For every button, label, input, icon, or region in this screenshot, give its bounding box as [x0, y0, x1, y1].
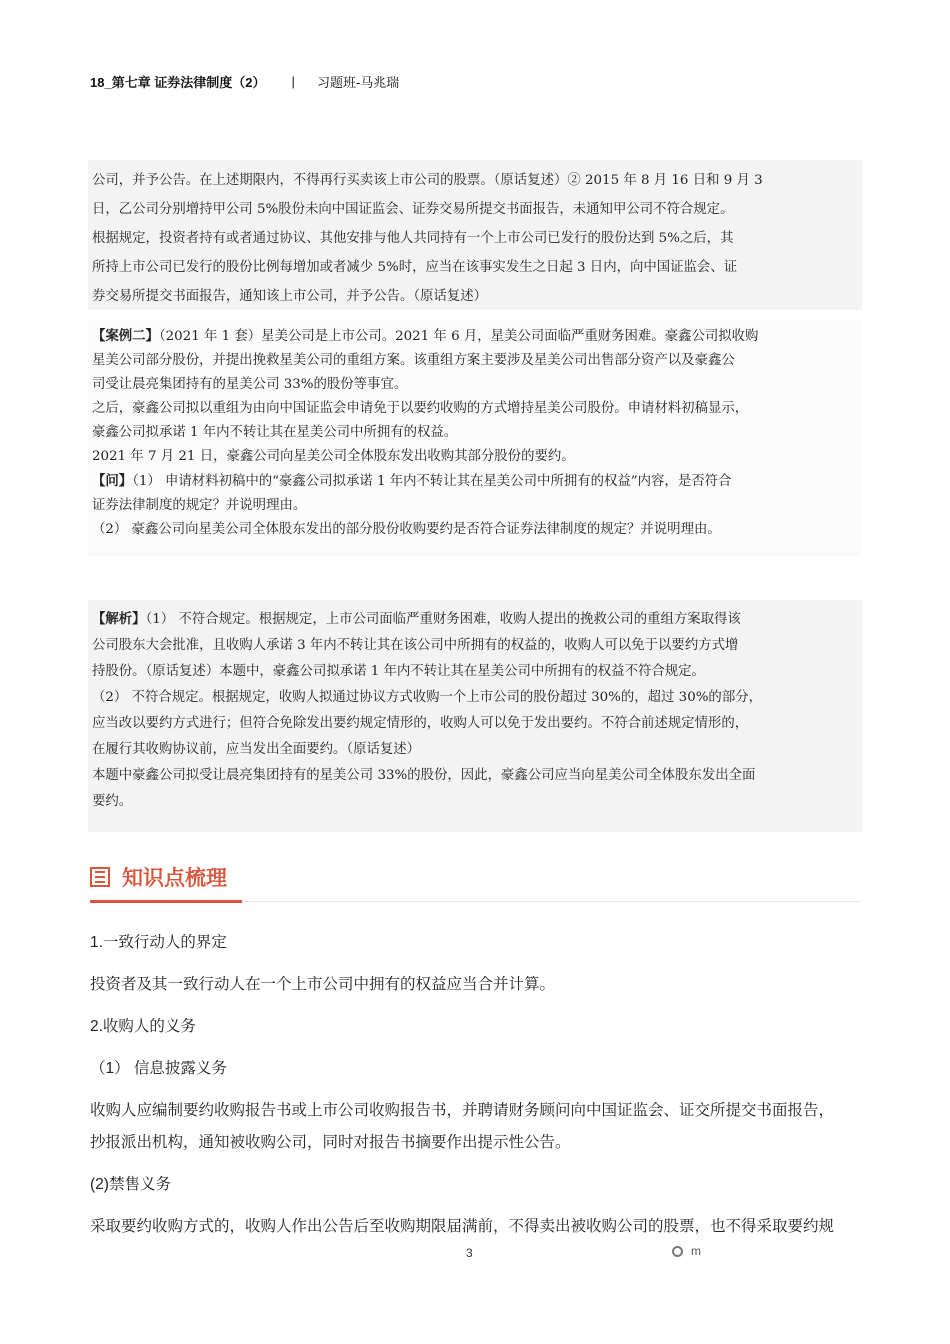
analysis-line: 持股份。（原话复述）本题中，豪鑫公司拟承诺 1 年内不转让其在星美公司中所拥有的权益不符合规定。: [92, 664, 705, 679]
case-line: 司受让晨亮集团持有的星美公司 33%的股份等事宜。: [92, 377, 408, 392]
question-line: （2） 豪鑫公司向星美公司全体股东发出的部分股份收购要约是否符合证券法律制度的规定？并说明理由。: [92, 522, 721, 537]
chapter-title: 18_第七章 证券法律制度（2）: [90, 75, 266, 90]
class-name: 习题班-马兆瑞: [316, 75, 400, 90]
analysis-line: 要约。: [92, 794, 133, 809]
case-line: 星美公司部分股份，并提出挽救星美公司的重组方案。该重组方案主要涉及星美公司出售部分资产以及豪鑫公: [92, 353, 735, 368]
body-paragraph: （1） 信息披露义务: [90, 1060, 227, 1077]
body-paragraph: 抄报派出机构，通知被收购公司，同时对报告书摘要作出提示性公告。: [90, 1134, 571, 1151]
question-line: 证券法律制度的规定？并说明理由。: [92, 498, 307, 513]
footer-logo: [672, 1244, 701, 1258]
text-line: 日，乙公司分别增持甲公司 5%股份未向中国证监会、证券交易所提交书面报告，未通知甲公司不符合规定。: [92, 202, 734, 217]
body-paragraph: 采取要约收购方式的，收购人作出公告后至收购期限届满前，不得卖出被收购公司的股票，也不得采取要约规: [90, 1218, 835, 1235]
section-title: 知识点梳理: [122, 865, 227, 890]
section-divider: [242, 901, 860, 902]
case-line: 豪鑫公司拟承诺 1 年内不转让其在星美公司中所拥有的权益。: [92, 425, 458, 440]
section-underline: [90, 900, 242, 903]
analysis-line: 公司股东大会批准，且收购人承诺 3 年内不转让其在该公司中所拥有的权益的，收购人可以免于以要约方式增: [92, 638, 739, 653]
analysis-line: 在履行其收购协议前，应当发出全面要约。（原话复述）: [92, 742, 421, 757]
body-paragraph: 2.收购人的义务: [90, 1018, 196, 1035]
logo-text: m: [691, 1244, 701, 1258]
text-line: 券交易所提交书面报告，通知该上市公司，并予公告。（原话复述）: [92, 289, 488, 304]
header-separator: |: [291, 74, 295, 89]
case-line: 2021 年 7 月 21 日，豪鑫公司向星美公司全体股东发出收购其部分股份的要约。: [92, 449, 575, 464]
analysis-tag: 【解析】: [92, 611, 146, 627]
list-icon: [90, 867, 110, 887]
section-heading: [90, 862, 227, 892]
body-paragraph: 投资者及其一致行动人在一个上市公司中拥有的权益应当合并计算。: [90, 976, 556, 993]
body-paragraph: 收购人应编制要约收购报告书或上市公司收购报告书，并聘请财务顾问向中国证监会、证交所提交书面报告，: [90, 1102, 835, 1119]
case-tag: 【案例二】: [92, 328, 159, 344]
question-line: 【问】（1） 申请材料初稿中的“豪鑫公司拟承诺 1 年内不转让其在星美公司中所拥有的权益”内容，是否符合: [92, 473, 732, 489]
page-header: [90, 72, 399, 91]
case-text-block: [92, 324, 860, 542]
analysis-line: （2） 不符合规定。根据规定，收购人拟通过协议方式收购一个上市公司的股份超过 30%的，超过 30%的部分，: [92, 690, 762, 705]
text-line: 公司，并予公告。在上述期限内，不得再行买卖该上市公司的股票。（原话复述）② 2015 年 8 月 16 日和 9 月 3: [92, 173, 763, 188]
analysis-text-block: [92, 606, 860, 815]
question-tag: 【问】: [92, 473, 133, 489]
page-number: 3: [466, 1246, 473, 1260]
text-line: 根据规定，投资者持有或者通过协议、其他安排与他人共同持有一个上市公司已发行的股份达到 5%之后，其: [92, 231, 734, 246]
case-line: 【案例二】（2021 年 1 套）星美公司是上市公司。2021 年 6 月，星美公司面临严重财务困难。豪鑫公司拟收购: [92, 328, 759, 344]
body-paragraph: (2)禁售义务: [90, 1176, 171, 1193]
answer-text-block: [92, 166, 860, 311]
analysis-line: 本题中豪鑫公司拟受让晨亮集团持有的星美公司 33%的股份，因此，豪鑫公司应当向星美公司全体股东发出全面: [92, 768, 756, 783]
case-line: 之后，豪鑫公司拟以重组为由向中国证监会申请免于以要约收购的方式增持星美公司股份。申请材料初稿显示，: [92, 401, 749, 416]
text-line: 所持上市公司已发行的股份比例每增加或者减少 5%时，应当在该事实发生之日起 3 日内，向中国证监会、证: [92, 260, 738, 275]
analysis-line: 应当改以要约方式进行；但符合免除发出要约规定情形的，收购人可以免于发出要约。不符合前述规定情形的，: [92, 716, 749, 731]
logo-icon: [672, 1246, 683, 1257]
body-paragraph: 1.一致行动人的界定: [90, 934, 227, 951]
analysis-line: 【解析】（1） 不符合规定。根据规定，上市公司面临严重财务困难，收购人提出的挽救公司的重组方案取得该: [92, 611, 741, 627]
